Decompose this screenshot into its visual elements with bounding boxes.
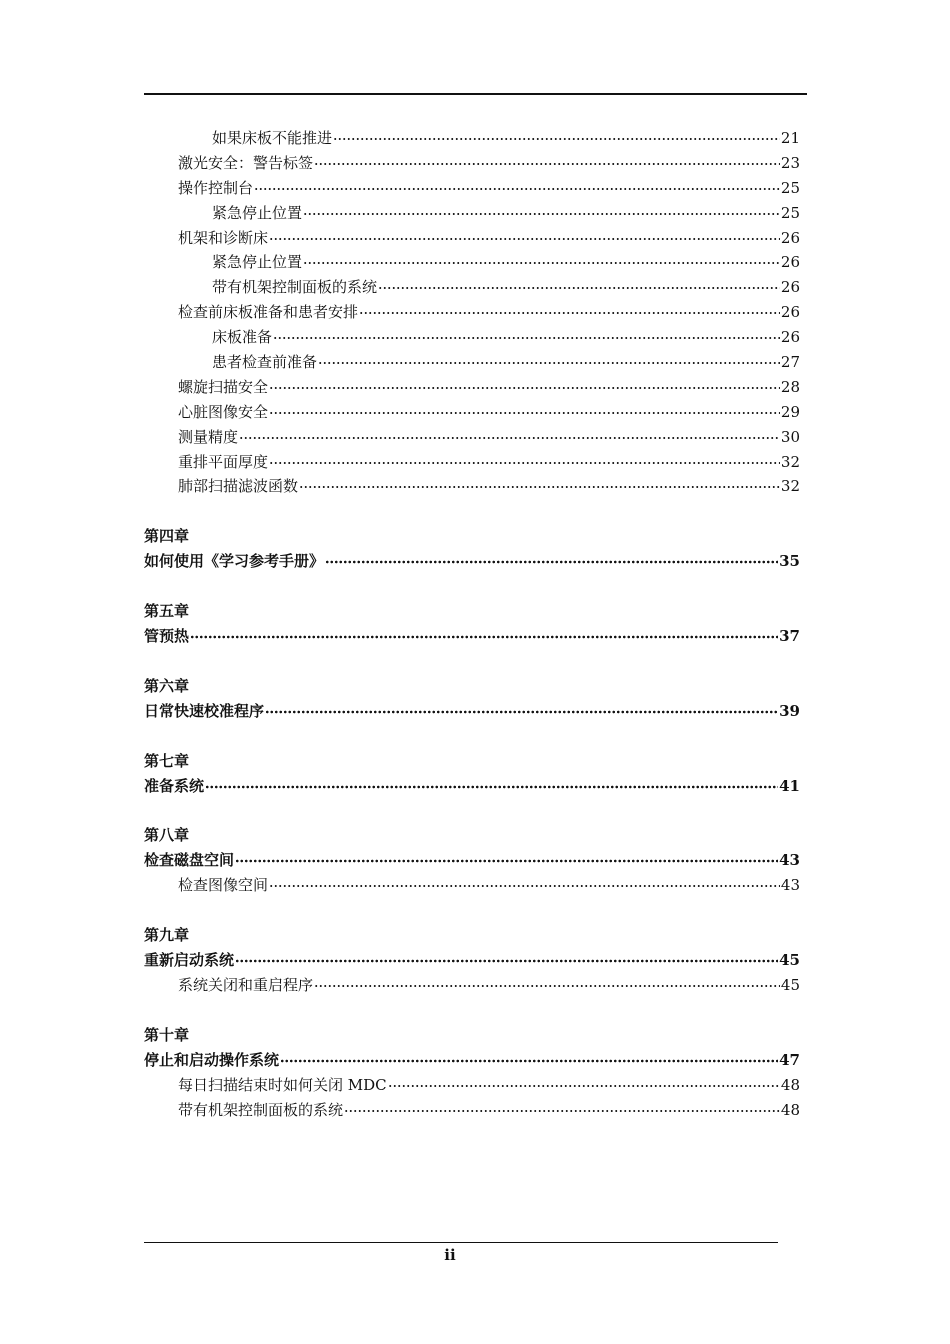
toc-entry-title: 带有机架控制面板的系统 [178,1100,344,1119]
dot-leader [325,550,778,564]
dot-leader [269,376,780,390]
toc-entry[interactable] [144,350,800,375]
dot-leader [273,326,780,340]
chapter-spacer [144,649,800,674]
toc-entry-title: 激光安全：警告标签 [178,153,314,172]
toc-entry-title: 停止和启动操作系统 [144,1050,280,1069]
toc-entry-title: 心脏图像安全 [178,402,269,421]
toc-entry[interactable] [144,873,800,898]
toc-entry-title: 日常快速校准程序 [144,701,265,720]
toc-chapter-entry[interactable] [144,1048,800,1073]
toc-entry-page: 47 [779,1050,800,1069]
toc-entry-page: 43 [780,876,800,895]
toc-entry-title: 系统关闭和重启程序 [178,975,314,994]
toc-entry-page: 37 [779,627,800,646]
toc-entry[interactable] [144,1098,800,1123]
page-number: ii [444,1246,456,1264]
toc-entry-page: 45 [780,975,800,994]
toc-chapter-entry[interactable] [144,774,800,799]
toc-entry-page: 26 [780,328,800,347]
toc-chapter-entry[interactable] [144,549,800,574]
toc-entry[interactable] [144,1073,800,1098]
toc-entry-page: 30 [780,427,800,446]
chapter-spacer [144,724,800,749]
toc-entry[interactable] [144,375,800,400]
toc-entry-title: 重排平面厚度 [178,452,269,471]
toc-entry-title: 操作控制台 [178,178,254,197]
toc-entry-page: 39 [779,701,800,720]
toc-entry-title: 带有机架控制面板的系统 [212,278,378,297]
chapter-spacer [144,898,800,923]
toc-chapter-entry[interactable] [144,848,800,873]
toc-entry-page: 48 [780,1100,800,1119]
toc-entry-page: 45 [779,951,800,970]
chapter-spacer [144,574,800,599]
toc-entry-title: 重新启动系统 [144,951,235,970]
toc-entry-page: 27 [780,353,800,372]
toc-continued-section [144,126,800,499]
toc-entry[interactable] [144,126,800,151]
toc-entry[interactable] [144,325,800,350]
toc-entry[interactable] [144,226,800,251]
chapter-label: 第四章 [144,527,190,546]
toc-entry-title: 每日扫描结束时如何关闭 MDC [178,1075,387,1094]
toc-entry-title: 管预热 [144,627,190,646]
toc-entry[interactable] [144,275,800,300]
toc-entry-page: 35 [779,552,800,571]
toc-entry[interactable] [144,300,800,325]
table-of-contents [144,126,800,1122]
toc-entry-title: 检查磁盘空间 [144,851,235,870]
toc-chapter-entry[interactable] [144,699,800,724]
toc-entry[interactable] [144,201,800,226]
dot-leader [303,251,780,265]
dot-leader [378,276,780,290]
toc-entry-title: 患者检查前准备 [212,353,318,372]
toc-entry-page: 32 [780,477,800,496]
toc-entry[interactable] [144,425,800,450]
dot-leader [254,177,780,191]
dot-leader [239,426,780,440]
toc-entry-page: 26 [780,253,800,272]
dot-leader [303,202,780,216]
toc-entry-page: 28 [780,377,800,396]
dot-leader [359,301,780,315]
toc-entry-title: 如何使用《学习参考手册》 [144,552,325,571]
toc-chapters [144,499,800,1122]
toc-entry[interactable] [144,474,800,499]
toc-entry[interactable] [144,450,800,475]
toc-entry[interactable] [144,151,800,176]
dot-leader [344,1099,780,1113]
dot-leader [235,949,778,963]
toc-entry-title: 螺旋扫描安全 [178,377,269,396]
dot-leader [265,700,778,714]
toc-entry-title: 如果床板不能推进 [212,129,333,147]
toc-entry-title: 检查图像空间 [178,876,269,895]
toc-chapter-entry[interactable] [144,948,800,973]
toc-entry-title: 紧急停止位置 [212,253,303,272]
toc-entry[interactable] [144,973,800,998]
toc-entry-page: 21 [780,129,800,147]
dot-leader [318,351,780,365]
dot-leader [299,475,780,489]
dot-leader [333,127,780,141]
dot-leader [269,227,780,241]
dot-leader [388,1074,780,1088]
toc-entry-title: 肺部扫描滤波函数 [178,477,299,496]
toc-entry[interactable] [144,176,800,201]
toc-entry-page: 25 [780,178,800,197]
chapter-label: 第八章 [144,826,190,845]
header-rule [144,93,807,95]
toc-entry-page: 26 [780,228,800,247]
toc-entry-title: 紧急停止位置 [212,203,303,222]
dot-leader [280,1049,778,1063]
chapter-label: 第九章 [144,926,190,945]
chapter-spacer [144,499,800,524]
chapter-label: 第七章 [144,751,190,770]
toc-entry-page: 29 [780,402,800,421]
toc-entry-title: 检查前床板准备和患者安排 [178,303,359,322]
chapter-label: 第十章 [144,1025,190,1044]
toc-entry-page: 26 [780,278,800,297]
toc-entry[interactable] [144,250,800,275]
toc-entry-title: 准备系统 [144,776,205,795]
toc-entry-page: 23 [780,153,800,172]
toc-entry-page: 26 [780,303,800,322]
dot-leader [269,451,780,465]
chapter-label: 第五章 [144,602,190,621]
chapter-label: 第六章 [144,676,190,695]
dot-leader [190,625,778,639]
dot-leader [269,401,780,415]
dot-leader [314,152,780,166]
toc-chapter-entry[interactable] [144,624,800,649]
toc-entry[interactable] [144,400,800,425]
toc-entry-page: 43 [779,851,800,870]
toc-entry-title: 机架和诊断床 [178,228,269,247]
toc-entry-page: 32 [780,452,800,471]
toc-entry-page: 48 [780,1075,800,1094]
footer-rule [144,1242,778,1243]
toc-entry-title: 床板准备 [212,328,273,347]
toc-entry-title: 测量精度 [178,427,239,446]
toc-entry-page: 25 [780,203,800,222]
dot-leader [269,874,780,888]
dot-leader [314,974,780,988]
dot-leader [235,849,778,863]
toc-entry-page: 41 [779,776,800,795]
dot-leader [205,775,778,789]
chapter-spacer [144,998,800,1023]
chapter-spacer [144,798,800,823]
